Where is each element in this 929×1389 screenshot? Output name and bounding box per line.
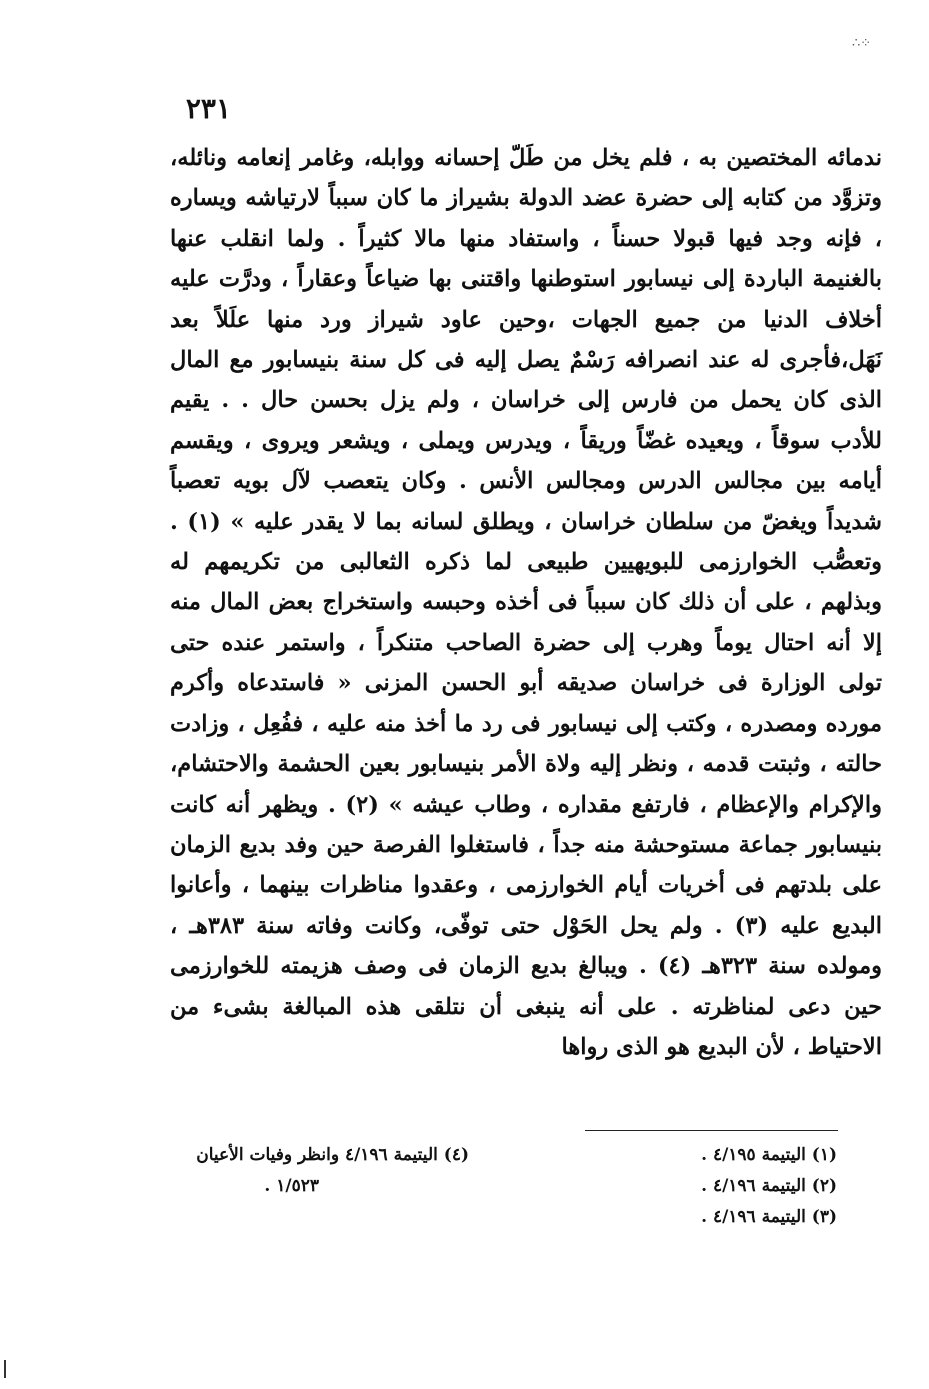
decorative-ornament: ∴⁘ [852,36,872,51]
page-number: ٢٣١ [185,92,231,125]
footnote-4: (٤) اليتيمة ٤/١٩٦ وانظر وفيات الأعيان [196,1145,469,1165]
footnote-1: (١) اليتيمة ٤/١٩٥ . [701,1145,837,1165]
footnotes-left-column [169,1140,469,1202]
body-paragraph: ندمائه المختصين به ، فلم يخل من طَلّ إحسانه ووابله، وغامر إنعامه ونائله، وتزوَّد من كتابه إلى حضرة عضد الدولة بشيراز ما كان سبباً لارتياشه ويساره ، فإنه وجد فيها قبولا حسناً ، واستفاد منها مالا كثيراً . ولما انقلب عنها بالغنيمة الباردة إلى نيسابور استوطنها واقتنى بها ضياعاً وعقاراً ، ودرَّت عليه أخلاف الدنيا من جميع الجهات ،وحين عاود شيراز ورد منها علَلاً بعد نَهَل،فأجرى له عند انصرافه رَسْمٌ يصل إليه فى كل سنة بنيسابور مع المال الذى كان يحمل من فارس إلى خراسان ، ولم يزل بحسن حال . . يقيم للأدب سوقاً ، ويعيده غضّاً وريقاً ، ويدرس ويملى ، ويشعر ويروى ، ويقسم أيامه بين مجالس الدرس ومجالس الأنس . وكان يتعصب لآل بويه تعصباً شديداً ويغضّ من سلطان خراسان ، ويطلق لسانه بما لا يقدر عليه » (١) . وتعصُّب الخوارزمى للبويهيين طبيعى لما ذكره الثعالبى من تكريمهم له وبذلهم ، على أن ذلك كان سبباً فى أخذه وحبسه واستخراج بعض المال منه إلا أنه احتال يوماً وهرب إلى حضرة الصاحب متنكراً ، واستمر عنده حتى تولى الوزارة فى خراسان صديقه أبو الحسن المزنى « فاستدعاه وأكرم مورده ومصدره ، وكتب إلى نيسابور فى رد ما أخذ منه عليه ، ففُعِل ، وزادت حالته ، وثبتت قدمه ، ونظر إليه ولاة الأمر بنيسابور بعين الحشمة والاحتشام، والإكرام والإعظام ، فارتفع مقداره ، وطاب عيشه » (٢) . ويظهر أنه كانت بنيسابور جماعة مستوحشة منه جداً ، فاستغلوا الفرصة حين وفد بديع الزمان على بلدتهم فى أخريات أيام الخوارزمى ، وعقدوا مناظرات بينهما ، وأعانوا البديع عليه (٣) . ولم يحل الحَوْل حتى توفّى، وكانت وفاته سنة ٣٨٣هـ ، ومولده سنة ٣٢٣هـ (٤) . ويبالغ بديع الزمان فى وصف هزيمته للخوارزمى حين دعى لمناظرته . على أنه ينبغى أن نتلقى هذه المبالغة بشىء من الاحتياط ، لأن البديع هو الذى رواها [170,145,883,1060]
body-text [170,138,882,1067]
footnote-2: (٢) اليتيمة ٤/١٩٦ . [701,1176,837,1196]
footnote-4-continuation: ١/٥٢٣ . [264,1176,319,1196]
footnote-divider [585,1130,838,1131]
footnotes-right-column [597,1140,837,1233]
margin-mark [4,1360,6,1378]
footnote-3: (٣) اليتيمة ٤/١٩٦ . [701,1207,837,1227]
